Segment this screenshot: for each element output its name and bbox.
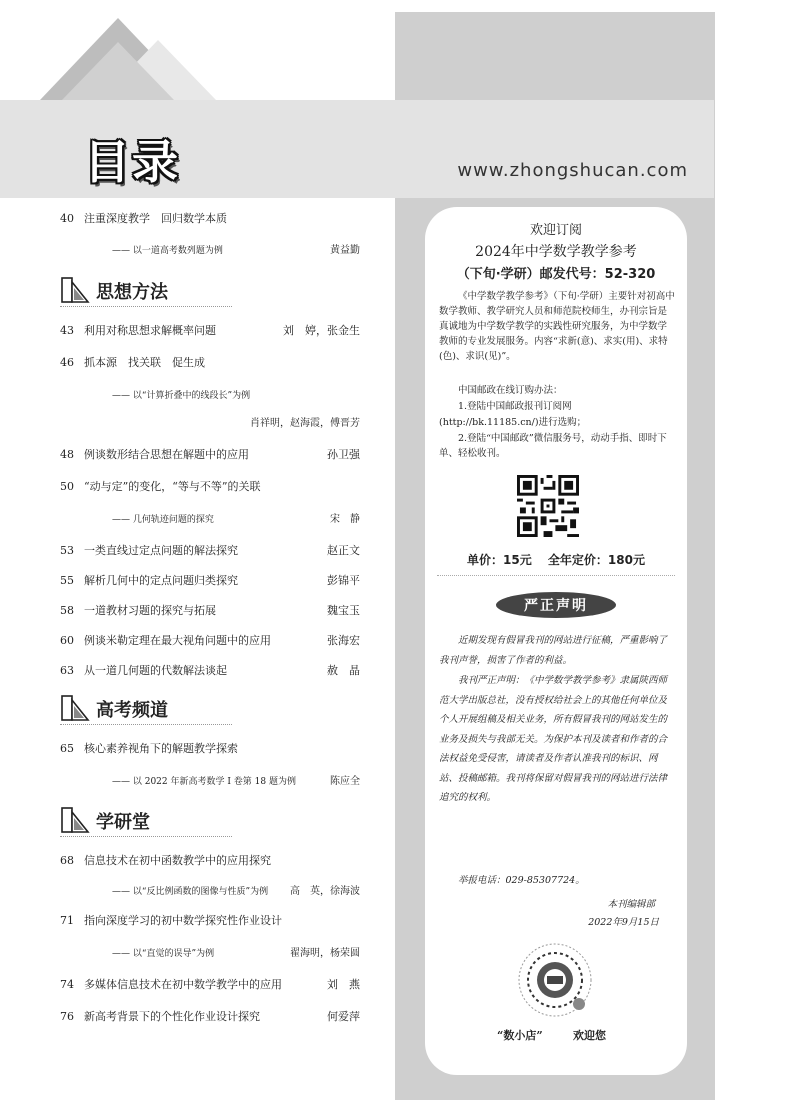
page-number: 46 [60,356,74,369]
price-info: 单价：15元 全年定价：180元 [467,553,645,567]
page-number: 60 [60,634,74,647]
article-author: 刘 婷，张金生 [283,324,360,337]
toc-entry[interactable] [60,1008,360,1026]
article-author: 宋 静 [330,514,360,525]
article-title: 从一道几何题的代数解法谈起 [84,664,227,677]
article-subtitle: —— 以一道高考数列题为例 [112,246,223,256]
sub-intro: 《中学数学教学参考》（下旬·学研）主要针对初高中数学教师、教学研究人员和师范院校师生，办刊宗旨是真诚地为中学数学教学的实践性研究服务，为中学数学教师的专业发展服务。内容“求新(意)、求实(用)、求特(色)、求识(见)”。 [439,291,675,362]
shop-qr-seal-icon[interactable] [516,941,594,1019]
page-number: 76 [60,1010,74,1023]
section-header-gaokao [60,694,232,725]
article-title: 新高考背景下的个性化作业设计探究 [84,1010,260,1023]
section-title: 高考频道 [96,700,168,721]
toc-entry[interactable] [60,602,360,620]
article-author: 高 英，徐海波 [290,886,360,897]
sub-journal-title: 2024年中学数学教学参考 [475,244,637,260]
welcome-text: 欢迎您 [573,1029,606,1042]
toc-entry[interactable] [60,740,360,758]
article-title: 多媒体信息技术在初中数学教学中的应用 [84,978,282,991]
article-author: 翟海明，杨荣圆 [290,948,360,959]
article-author: 赦 晶 [327,664,360,677]
section-icon [60,276,92,306]
toc-entry[interactable] [60,976,360,994]
article-title: 注重深度教学 回归数学本质 [84,212,227,225]
toc-subtitle-row [112,512,360,528]
notice-paragraph-1: 近期发现有假冒我刊的网站进行征稿，严重影响了我刊声誉，损害了作者的利益。 [439,635,668,666]
page-number: 65 [60,742,74,755]
section-icon [60,694,92,724]
article-title: 核心素养视角下的解题教学探索 [84,742,238,755]
page-number: 71 [60,914,74,927]
page-number: 50 [60,480,74,493]
section-title: 思想方法 [96,282,168,303]
article-title: “动与定”的变化，“等与不等”的关联 [84,480,261,493]
article-title: 利用对称思想求解概率问题 [84,324,216,337]
subscription-card [425,207,687,1075]
article-author: 陈应全 [330,776,360,787]
notice-paragraph-2: 我刊严正声明：《中学数学教学参考》隶属陕西师范大学出版总社，没有授权给社会上的其他任何单位及个人开展组稿及相关业务，所有假冒我刊的网站发生的业务及损失与我部无关。为保护本刊及读者和作者的合法权益免受侵害，请读者及作者认准我刊的标识、网站、投稿邮箱。我刊将保留对假冒我刊的网站进行法律追究的权利。 [439,675,668,803]
page-number: 63 [60,664,74,677]
toc-subtitle-row [112,946,360,962]
article-author: 何爱萍 [327,1010,360,1023]
report-phone: 举报电话：029-85307724。 [458,875,585,886]
article-author: 赵正文 [327,544,360,557]
sub-method-title: 中国邮政在线订购办法： [458,385,563,396]
toc-entry[interactable] [60,354,360,372]
article-subtitle: —— 以“直觉的误导”为例 [112,949,215,959]
article-title: 例谈数形结合思想在解题中的应用 [84,448,249,461]
toc-entry[interactable] [60,632,360,650]
notice-title: 严正声明 [524,598,588,614]
article-author: 刘 燕 [327,978,360,991]
header-decoration [0,0,400,110]
article-subtitle: —— 以“计算折叠中的线段长”为例 [112,391,251,401]
toc-entry[interactable] [60,478,360,496]
page-title: 目录 [84,135,180,189]
toc-entry[interactable] [60,572,360,590]
toc-subtitle-row [112,243,360,259]
page-number: 58 [60,604,74,617]
article-title: 一类直线过定点问题的解法探究 [84,544,238,557]
sub-postal-code: （下旬·学研）邮发代号：52-320 [456,267,656,282]
section-header-sixiang [60,276,232,307]
article-author: 张海宏 [327,634,360,647]
section-icon [60,806,92,836]
sub-method-1-url[interactable]: (http://bk.11185.cn/)进行选购； [439,417,587,428]
toc-subtitle-row [112,774,360,790]
article-subtitle: —— 几何轨迹问题的探究 [112,515,214,525]
article-author: 彭锦平 [327,574,360,587]
section-header-xueyantang [60,806,232,837]
article-author: 黄益勤 [330,245,360,256]
page-number: 55 [60,574,74,587]
article-title: 一道教材习题的探究与拓展 [84,604,216,617]
article-subtitle: —— 以“反比例函数的图像与性质”为例 [112,887,269,897]
page-number: 53 [60,544,74,557]
article-title: 信息技术在初中函数教学中的应用探究 [84,854,271,867]
page-number: 43 [60,324,74,337]
sub-method-2: 2.登陆“中国邮政”微信服务号，动动手指、即时下单、轻松收刊。 [439,433,667,459]
article-title: 抓本源 找关联 促生成 [84,356,205,369]
article-title: 解析几何中的定点问题归类探究 [84,574,238,587]
article-subtitle: —— 以 2022 年新高考数学 Ⅰ 卷第 18 题为例 [112,777,296,787]
notice-date: 2022年9月15日 [588,917,659,928]
toc-entry[interactable] [60,446,360,464]
article-author: 魏宝玉 [327,604,360,617]
article-author: 肖祥明，赵海霞，傅晋芳 [250,418,360,429]
editorial-dept: 本刊编辑部 [607,899,655,910]
website-url[interactable]: www.zhongshucan.com [457,160,688,181]
section-title: 学研堂 [96,812,150,833]
article-title: 例谈米勒定理在最大视角问题中的应用 [84,634,271,647]
sub-heading: 欢迎订阅 [529,223,582,238]
qr-code[interactable] [517,475,579,537]
page-number: 40 [60,212,74,225]
toc-entry[interactable] [60,852,360,870]
article-author: 孙卫强 [327,448,360,461]
page-number: 68 [60,854,74,867]
divider [437,575,675,576]
sub-method-1[interactable]: 1.登陆中国邮政报刊订阅网 [458,401,572,412]
toc-entry[interactable] [60,322,360,340]
page-number: 48 [60,448,74,461]
toc-subtitle-row [112,884,360,900]
toc-entry[interactable] [60,912,360,930]
toc-subtitle-row [112,388,360,404]
article-title: 指向深度学习的初中数学探究性作业设计 [84,914,282,927]
page-number: 74 [60,978,74,991]
toc-entry[interactable] [60,210,360,228]
toc-entry[interactable] [60,662,360,680]
shop-name: “数小店” [497,1029,543,1042]
toc-entry[interactable] [60,542,360,560]
